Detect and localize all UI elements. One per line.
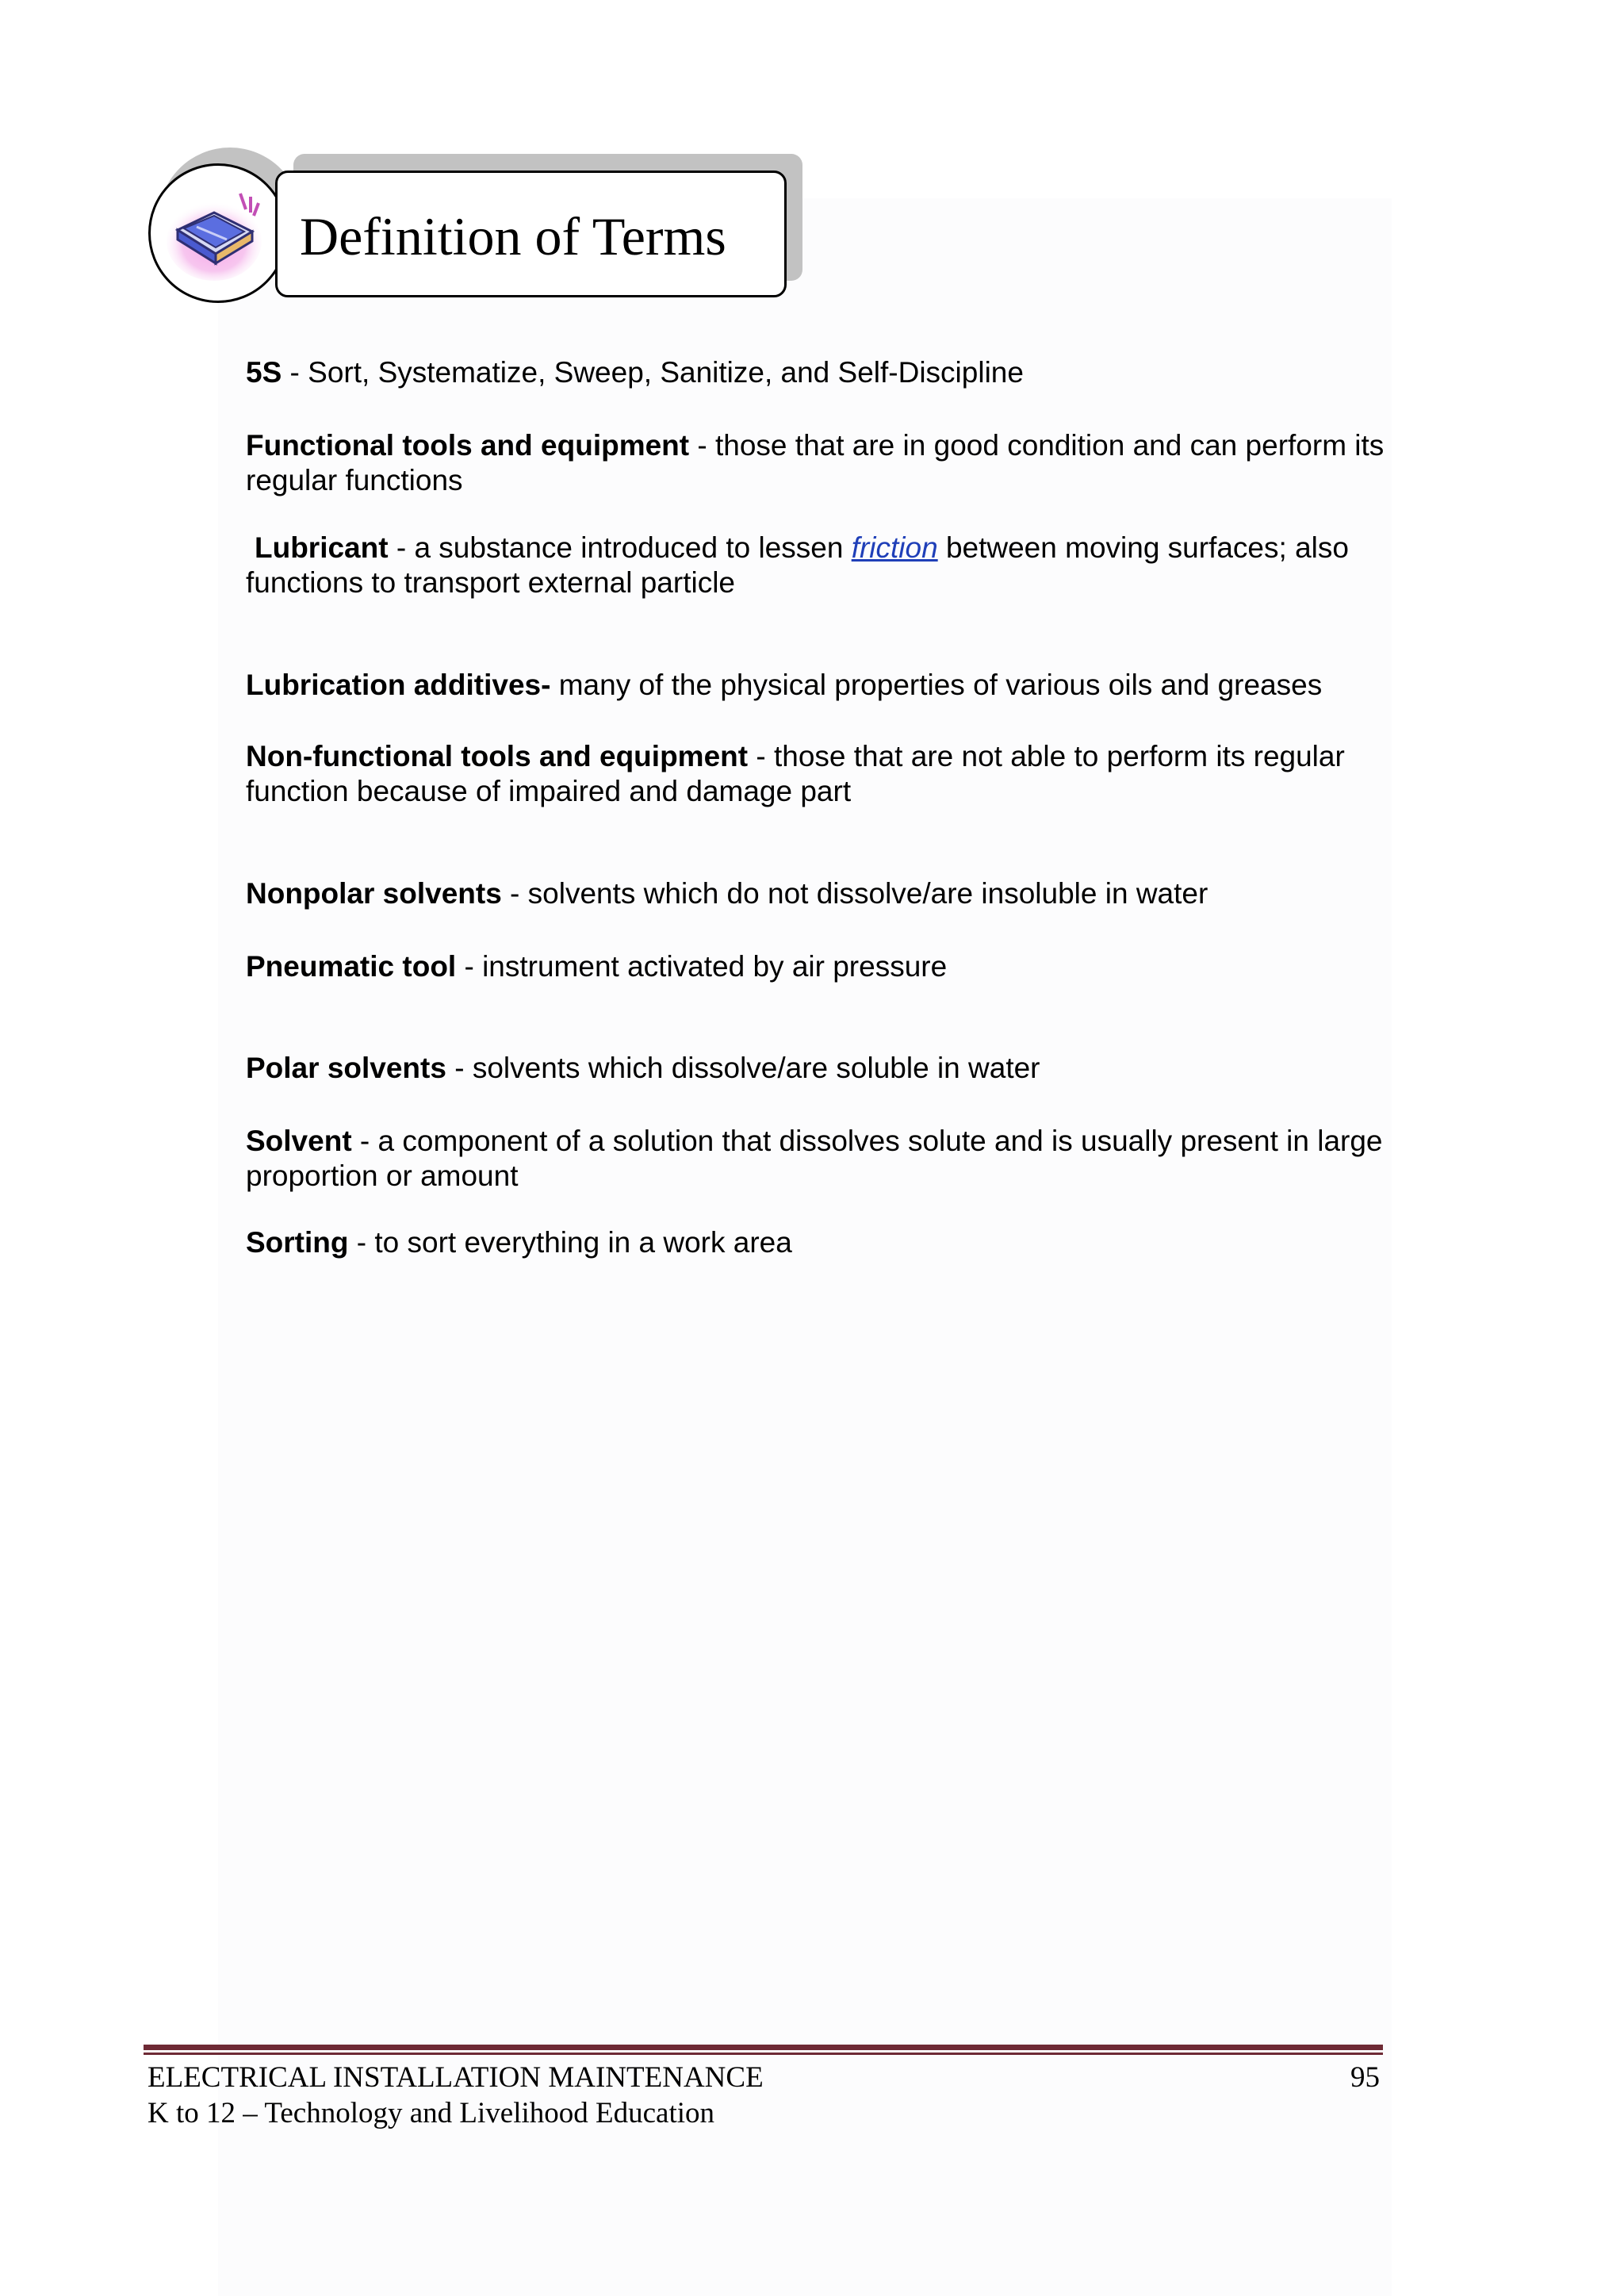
term-lubrication-additives bbox=[246, 668, 1388, 703]
footer-rule bbox=[144, 2045, 1383, 2050]
term-word: Sorting bbox=[246, 1226, 349, 1259]
term-definition: many of the physical properties of various oils and greases bbox=[550, 669, 1323, 701]
term-definition: - a component of a solution that dissolves solute and is usually present in large proportion or amount bbox=[246, 1125, 1383, 1192]
term-lubricant bbox=[246, 531, 1388, 600]
term-pneumatic-tool bbox=[246, 949, 1388, 984]
term-definition: - a substance introduced to lessen bbox=[388, 531, 852, 564]
footer-program-title: K to 12 – Technology and Livelihood Education bbox=[147, 2097, 715, 2129]
term-polar-solvents bbox=[246, 1051, 1388, 1086]
footer-course-title: ELECTRICAL INSTALLATION MAINTENANCE bbox=[147, 2061, 764, 2094]
term-5s bbox=[246, 355, 1388, 390]
page-title: Definition of Terms bbox=[300, 206, 726, 266]
term-word: Non-functional tools and equipment bbox=[246, 740, 749, 772]
term-nonpolar-solvents bbox=[246, 876, 1388, 911]
term-definition: - instrument activated by air pressure bbox=[456, 950, 948, 983]
term-sorting bbox=[246, 1225, 1388, 1260]
term-definition: - solvents which dissolve/are soluble in water bbox=[446, 1052, 1040, 1084]
term-definition: - those that are in good condition and can perform its regular functions bbox=[246, 429, 1385, 496]
term-word: Polar solvents bbox=[246, 1052, 446, 1084]
term-definition: - those that are not able to perform its regular function because of impaired and damage part bbox=[246, 740, 1345, 807]
term-definition-continued: between moving surfaces; also functions to transport external particle bbox=[246, 531, 1349, 599]
term-word: Functional tools and equipment bbox=[246, 429, 690, 462]
term-word: Lubrication additives- bbox=[246, 669, 551, 701]
term-word: Pneumatic tool bbox=[246, 950, 457, 983]
term-non-functional-tools bbox=[246, 739, 1388, 809]
page-number: 95 bbox=[1350, 2061, 1380, 2094]
term-word: Solvent bbox=[246, 1125, 352, 1157]
term-definition: - solvents which do not dissolve/are insoluble in water bbox=[501, 877, 1208, 910]
term-word: Lubricant bbox=[255, 531, 389, 564]
term-word: Nonpolar solvents bbox=[246, 877, 502, 910]
term-functional-tools bbox=[246, 428, 1388, 498]
book-icon bbox=[165, 186, 268, 284]
term-solvent bbox=[246, 1124, 1388, 1194]
term-definition: - to sort everything in a work area bbox=[348, 1226, 792, 1259]
term-definition: - Sort, Systematize, Sweep, Sanitize, and Self-Discipline bbox=[282, 356, 1024, 389]
footer-rule-thin bbox=[144, 2053, 1383, 2055]
term-word: 5S bbox=[246, 356, 282, 389]
friction-link[interactable]: friction bbox=[851, 531, 938, 564]
